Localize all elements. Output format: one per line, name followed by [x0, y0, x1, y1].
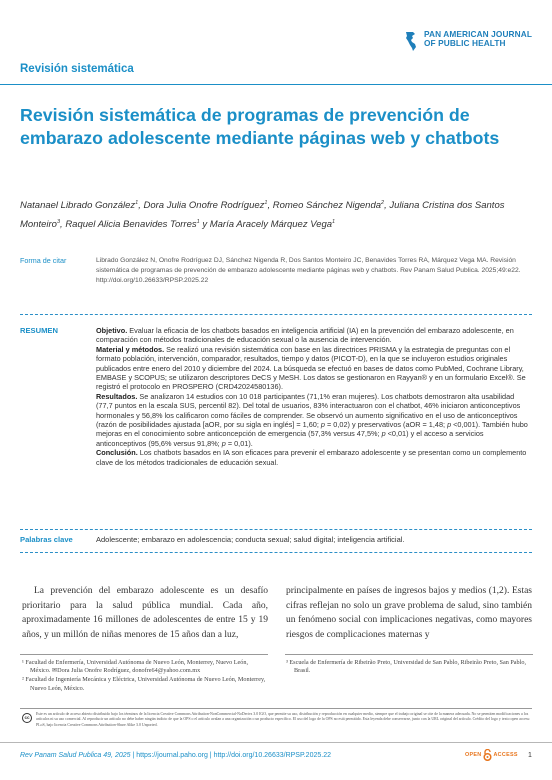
body-text-left: La prevención del embarazo adolescente es un desafío prioritario para la salud pública mundial. Cada año, aproximadamente 16 millones de adolescentes de entre 15 y 19 años, y un millón de niñas menores de 15 años dan a luz,	[22, 586, 268, 640]
author-separator: ,	[60, 219, 66, 231]
creative-commons-icon: cc	[22, 713, 32, 723]
author-name: Romeo Sánchez Nigenda	[272, 200, 382, 212]
keywords-label: Palabras clave	[20, 535, 73, 544]
footnotes-right	[286, 659, 532, 676]
journal-name-line1: PAN AMERICAN JOURNAL	[423, 29, 532, 39]
footer-divider	[0, 742, 552, 743]
keywords-divider-bottom	[20, 552, 532, 553]
footer-doi-link[interactable]: http://doi.org/10.26633/RPSP.2025.22	[213, 752, 331, 759]
abstract-label: RESUMEN	[20, 326, 58, 335]
footnote-1: ¹ Facultad de Enfermería, Universidad Autónoma de Nuevo León, Monterrey, Nuevo León, México. ✉Dora Julia Onofre Rodríguez, donofre64@yahoo.com.mx	[22, 659, 249, 675]
footer-citation: Rev Panam Salud Publica 49, 2025 | https://journal.paho.org | http://doi.org/10.26633/RPSP.2025.22	[20, 752, 331, 759]
abstract-conclusion: Conclusión. Los chatbots basados en IA son eficaces para prevenir el embarazo adolescente y se presentan como un complemento clave de los métodos tradicionales de educación sexual.	[96, 448, 527, 467]
license-text: Este es un artículo de acceso abierto distribuido bajo los términos de la licencia Creative Commons Attribution-NonCommercial-NoDerivs 3.0 IGO, que permite su uso, distribución y reproducción en cualquier medio, siempre que el trabajo original se cite de la manera adecuada. No se permiten modificaciones a los artículos ni su uso comercial. Al reproducir un artículo no debe haber ningún indicio de que la OPS o el artículo avalan a una organización o un producto específico. El uso del logo de la OPS no está permitido. Esta leyenda debe conservarse, junto con la URL original del artículo. Crédito del logo y texto open access: PLoS, bajo licencia Creative Commons Attribution-Share Alike 3.0 Unported.	[36, 712, 531, 727]
abstract-body	[96, 326, 532, 467]
footnote-divider-left	[20, 654, 268, 655]
open-access-lock-icon	[483, 749, 492, 761]
author-name: Raquel Alicia Benavides Torres	[65, 219, 197, 231]
open-access-badge: OPEN ACCESS	[465, 749, 518, 761]
author-name: Dora Julia Onofre Rodríguez	[143, 200, 265, 212]
journal-logo	[404, 30, 532, 53]
author-affiliation-mark: 1	[332, 219, 336, 226]
section-label: Revisión sistemática	[20, 63, 134, 75]
body-text-right: principalmente en países de ingresos bajos y medios (1,2). Estas cifras reflejan no solo un grave problema de salud, sino también un fenómeno social con implicaciones negativas, como mayores riesgos de complicaciones maternas y	[286, 586, 532, 640]
author-name: María Aracely Márquez Vega	[209, 219, 333, 231]
keywords-text: Adolescente; embarazo en adolescencia; conducta sexual; salud digital; inteligencia artificial.	[96, 535, 405, 544]
abstract-resultados: Resultados. Se analizaron 14 estudios con 10 018 participantes (71,1% eran mujeres). Los chatbots demostraron alta usabilidad (77,7 puntos en la escala SUS, percentil 82). Del total de usuarios, 83% interactuaron con el chatbot, 46% iniciaron anticonceptivos hormonales y 56,8% los calificaron como fáciles de comprender. Se observó un aumento significativo en el uso de anticonceptivos (razón de posibilidades ajustada [aOR, por su sigla en inglés] = 1,60; p = 0,02) y preservativos (aOR = 1,48; p <0,001). También hubo mejoras en el conocimiento sobre anticoncepción de emergencia (57,3% versus 47,5%; p <0,01) y el acceso a servicios anticonceptivos (95,6% versus 91,8%; p = 0,01).	[96, 391, 528, 448]
keywords-divider-top	[20, 529, 532, 530]
author-separator: ,	[138, 200, 144, 212]
footnote-3: ³ Escuela de Enfermería de Ribeirão Preto, Universidad de San Pablo, Ribeirão Preto, San Pablo, Brasil.	[286, 659, 527, 675]
author-affiliation-mark: 2	[381, 200, 385, 206]
author-name: Juliana Cristina dos Santos Monteiro	[20, 200, 505, 231]
abstract-metodos: Material y métodos. Se realizó una revisión sistemática con base en las directrices PRISMA y la estrategia de preguntas con el formato población, intervención, comparador, resultados, tiempo y datos (PICOT-D), en la que se incluyeron estudios originales publicados entre enero del 2010 y diciembre del 2024. La búsqueda se efectuó en bases de datos como PubMed, Cochrane Library, EMBASE y SCOPUS; se utilizaron descriptores DeCS y MeSH. Los datos se gestionaron en Rayyan® y en un formulario Excel®. Se registró el protocolo en PROSPERO (CRD42024580136).	[96, 344, 526, 392]
article-title: Revisión sistemática de programas de prevención de embarazo adolescente mediante páginas web y chatbots	[20, 105, 500, 148]
license-divider	[20, 708, 532, 709]
author-affiliation-mark: 3	[56, 219, 61, 226]
section-divider	[0, 84, 552, 85]
footer-url-link[interactable]: https://journal.paho.org	[136, 752, 208, 759]
author-name: Natanael Librado González	[20, 200, 136, 212]
author-separator: y	[199, 219, 210, 231]
footnotes-left	[22, 659, 268, 694]
author-affiliation-mark: 1	[196, 219, 200, 226]
journal-name-line2: OF PUBLIC HEALTH	[423, 38, 506, 48]
cite-label: Forma de citar	[20, 256, 67, 265]
page-number: 1	[528, 752, 532, 759]
author-list	[20, 195, 525, 233]
author-affiliation-mark: 1	[264, 200, 268, 206]
abstract-divider-top	[20, 314, 532, 315]
footer-journal-ref: Rev Panam Salud Publica 49, 2025	[20, 752, 131, 759]
footnote-2: ² Facultad de Ingeniería Mecánica y Eléctrica, Universidad Autónoma de Nuevo León, Monterrey, Nuevo León, México.	[22, 676, 266, 692]
footnote-divider-right	[285, 654, 533, 655]
author-separator: ,	[267, 200, 273, 212]
americas-map-icon	[404, 31, 418, 53]
author-separator: ,	[384, 200, 390, 212]
cite-text: Librado González N, Onofre Rodríguez DJ, Sánchez Nigenda R, Dos Santos Monteiro JC, Benavides Torres RA, Márquez Vega MA. Revisión sistemática de programas de prevención de embarazo adolescente mediante páginas web y chatbots. Rev Panam Salud Publica. 2025;49:e22. http://doi.org/10.26633/RPSP.2025.22	[96, 257, 521, 284]
abstract-objetivo: Objetivo. Evaluar la eficacia de los chatbots basados en inteligencia artificial (IA) en la prevención del embarazo adolescente, en comparación con métodos tradicionales de educación sexual o la ausencia de intervención.	[96, 326, 514, 345]
author-affiliation-mark: 1	[135, 200, 139, 206]
